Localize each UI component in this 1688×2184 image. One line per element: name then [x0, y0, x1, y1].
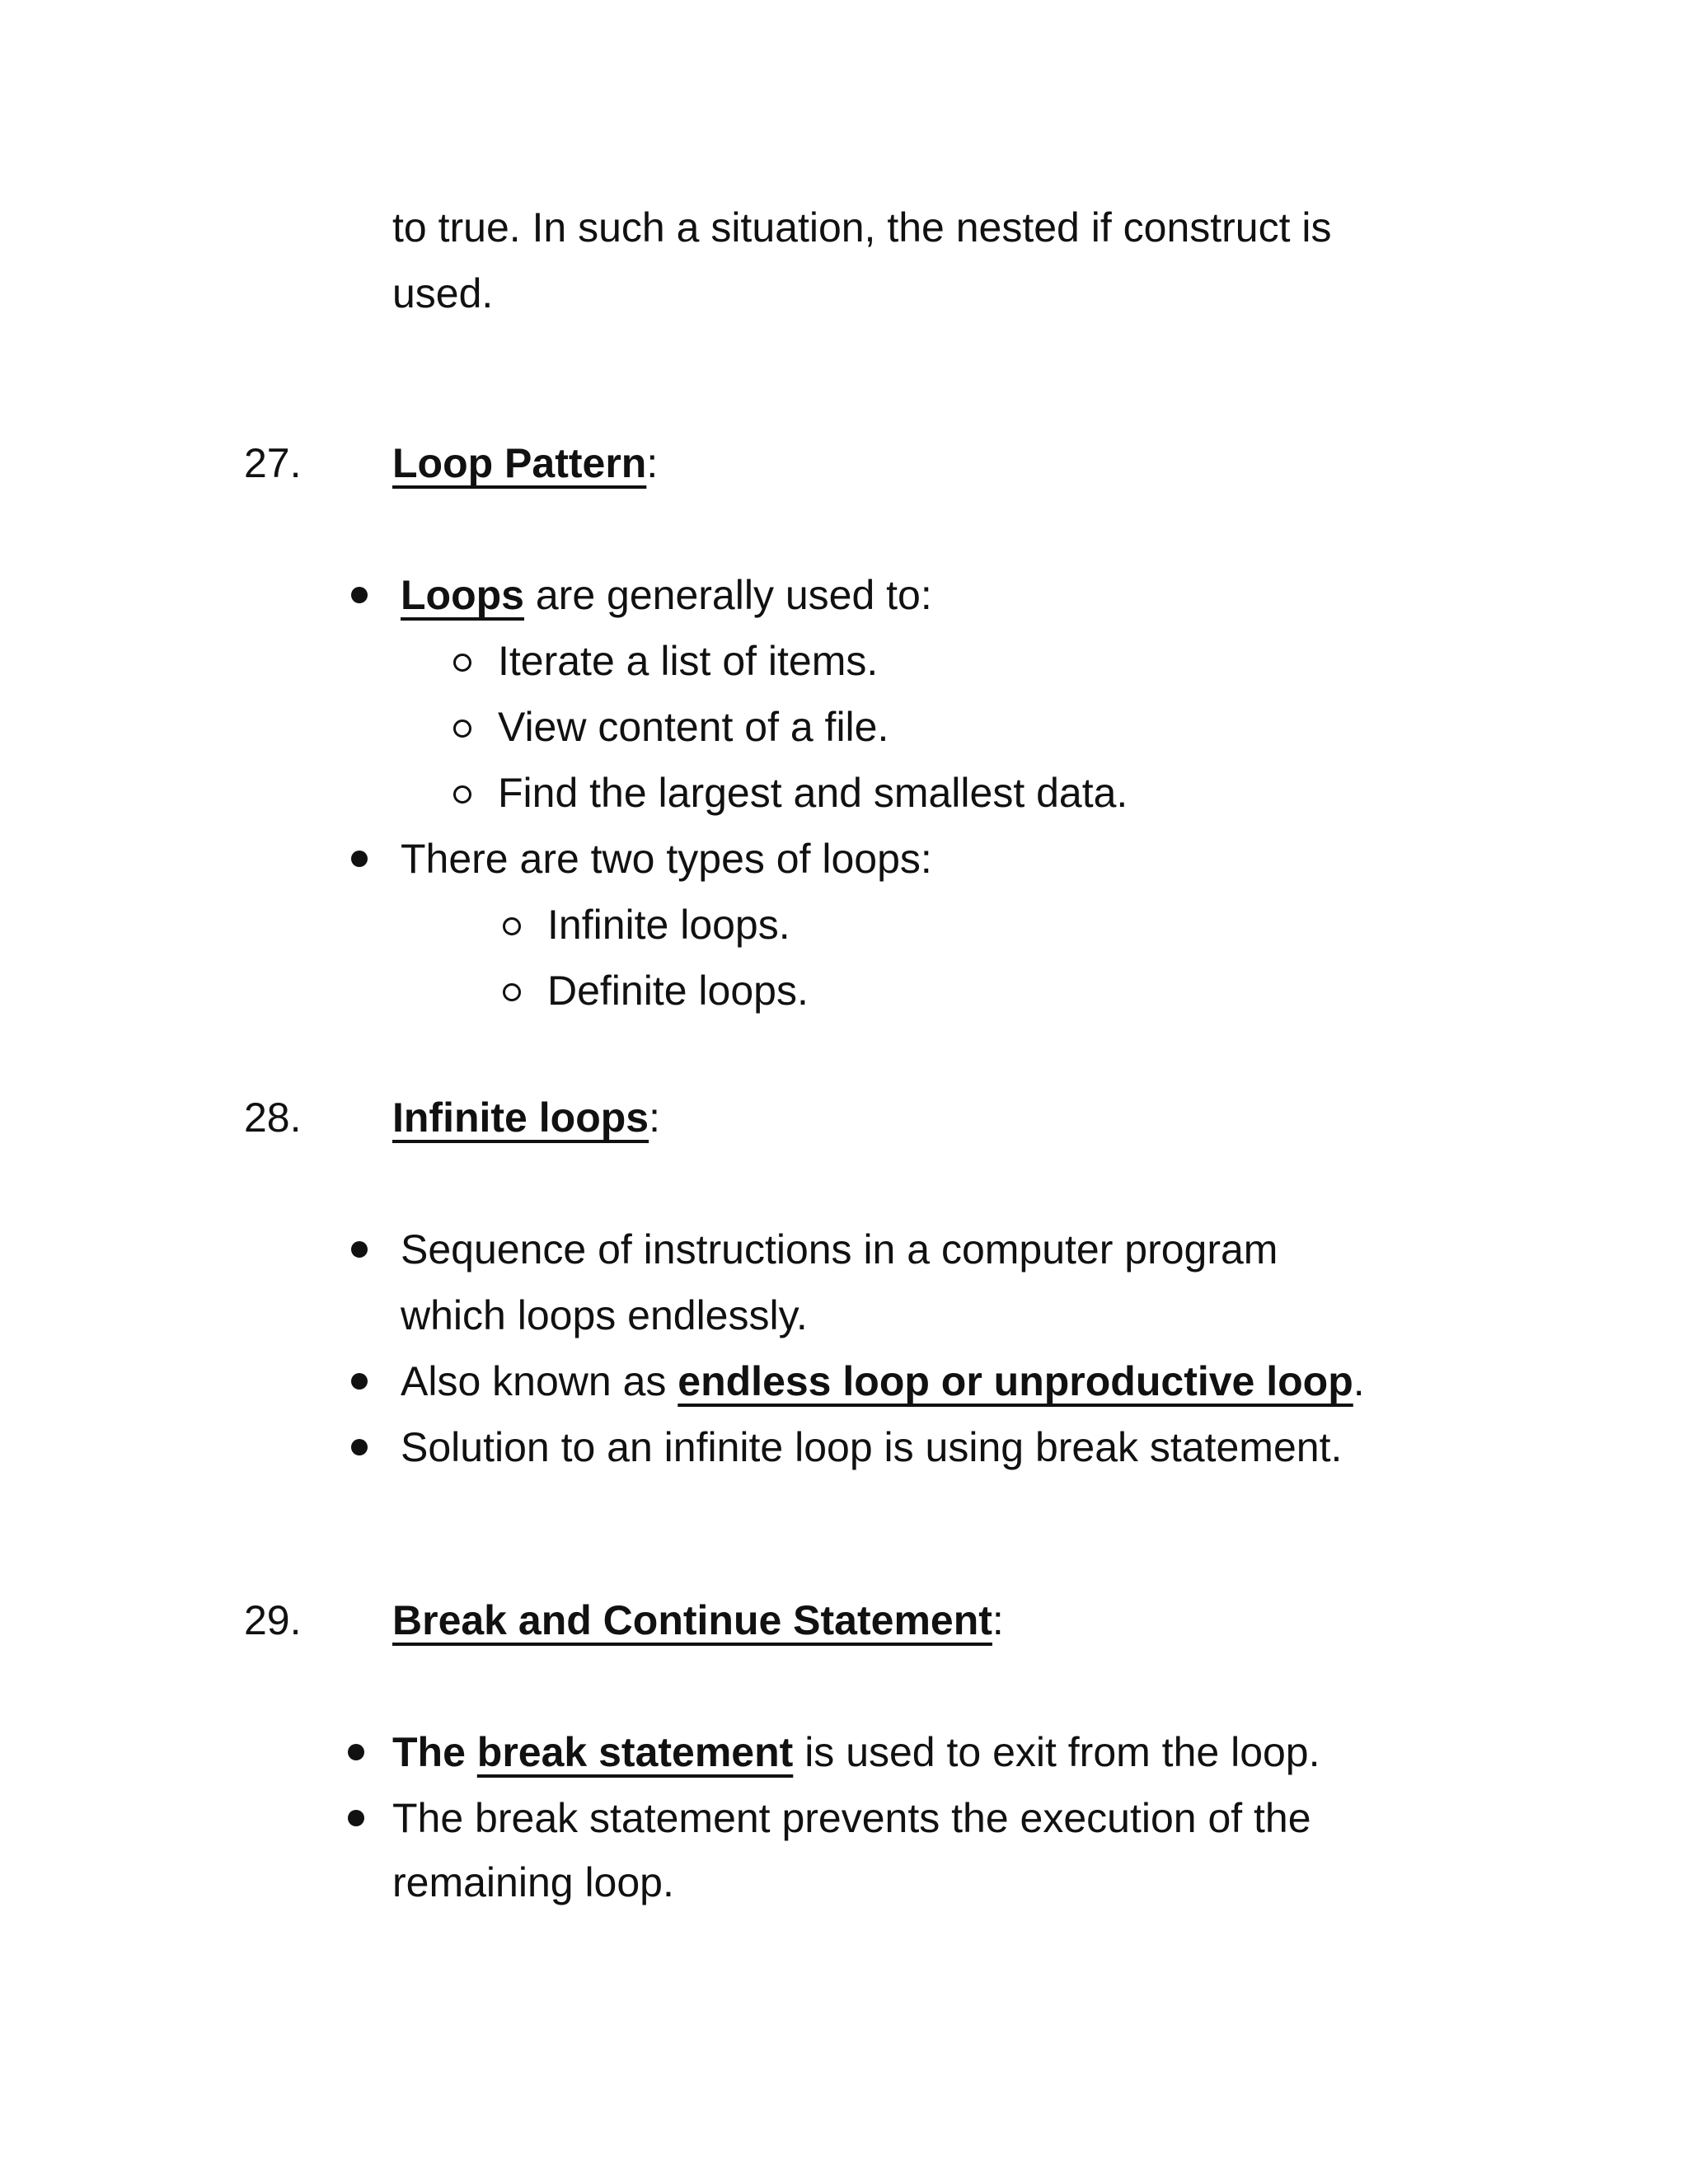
bullet-dot — [348, 1810, 364, 1826]
list-item — [392, 1719, 1320, 1785]
bullet-dot — [351, 1439, 368, 1455]
sub-bullet-circle — [503, 983, 521, 1001]
intro-line-2: used. — [392, 270, 494, 316]
bullet-dot — [351, 587, 368, 603]
section-heading-infinite-loops — [392, 1085, 660, 1151]
loops-term: Loops — [401, 572, 524, 618]
section-number-28: 28. — [244, 1094, 302, 1141]
list-item-text: is used to exit from the loop. — [793, 1729, 1320, 1775]
section-title: Break and Continue Statement — [392, 1597, 992, 1643]
heading-colon: : — [649, 1094, 660, 1141]
bullet-dot — [351, 851, 368, 867]
section-number-27: 27. — [244, 440, 302, 486]
sub-list-item: Find the largest and smallest data. — [498, 770, 1128, 816]
sub-bullet-circle — [453, 654, 471, 672]
section-number-29: 29. — [244, 1597, 302, 1643]
list-item-period: . — [1353, 1358, 1365, 1404]
sub-bullet-circle — [453, 785, 471, 804]
list-item-line-1: The break statement prevents the execution of the — [392, 1795, 1311, 1841]
intro-line-1: to true. In such a situation, the nested if construct is — [392, 204, 1332, 251]
bullet-dot — [351, 1241, 368, 1258]
section-heading-loop-pattern — [392, 430, 658, 496]
list-item — [401, 562, 932, 628]
bullet-dot — [351, 1373, 368, 1390]
section-title: Infinite loops — [392, 1094, 649, 1141]
list-item-line-1: Sequence of instructions in a computer program — [401, 1226, 1278, 1272]
sub-list-item: View content of a file. — [498, 704, 889, 750]
bold-lead: The — [392, 1729, 477, 1775]
sub-list-item: Infinite loops. — [547, 902, 790, 948]
sub-list-item: Definite loops. — [547, 968, 809, 1014]
list-item: Solution to an infinite loop is using break statement. — [401, 1424, 1343, 1470]
bullet-dot — [348, 1744, 364, 1760]
section-heading-break-continue — [392, 1587, 1004, 1653]
list-item: There are two types of loops: — [401, 836, 932, 882]
list-item-line-2: which loops endlessly. — [401, 1292, 808, 1338]
emphasis-term: break statement — [476, 1729, 794, 1775]
list-item — [401, 1348, 1365, 1414]
sub-bullet-circle — [503, 917, 521, 935]
heading-colon: : — [646, 440, 659, 486]
heading-colon: : — [992, 1597, 1004, 1643]
list-item-text: Also known as — [401, 1358, 678, 1404]
sub-bullet-circle — [453, 719, 471, 738]
list-item-line-2: remaining loop. — [392, 1859, 674, 1905]
section-title: Loop Pattern — [392, 440, 647, 486]
emphasis-term: endless loop or unproductive loop — [678, 1358, 1353, 1404]
sub-list-item: Iterate a list of items. — [498, 638, 879, 684]
list-item-text: are generally used to: — [523, 572, 932, 618]
